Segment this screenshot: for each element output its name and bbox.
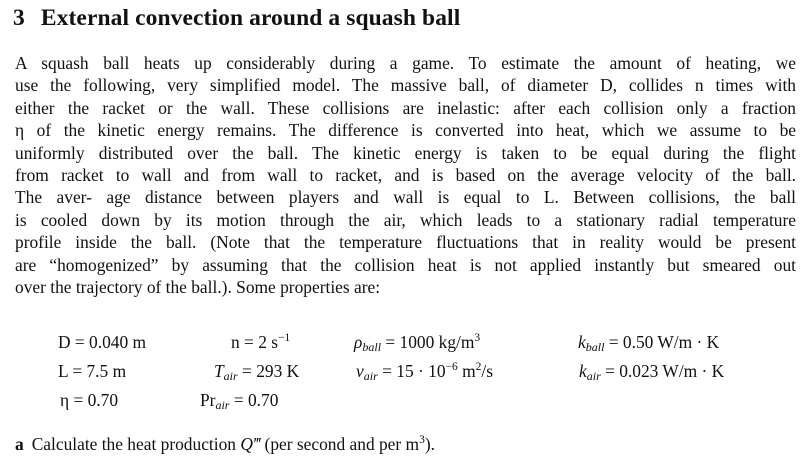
prop-ball-density: $\rho_{ball} = 1000$ $kg/m^3$ xyxy=(354,332,481,354)
problem-paragraph xyxy=(15,52,796,298)
paragraph-line: from racket to wall and from wall to racket, and is based on the average velocity of the ball. xyxy=(15,164,796,185)
section-title: External convection around a squash ball xyxy=(40,5,461,31)
prop-air-viscosity: $\nu_{air} = 15 \cdot 10^{-6}$ $m^2/s$ xyxy=(356,361,494,383)
prop-restitution: η = 0.70 xyxy=(60,390,119,410)
paragraph-line: over the trajectory of the ball.). Some properties are: xyxy=(15,276,381,297)
question-a: a Calculate the heat production Q‴ (per second and per $m^3$). xyxy=(15,434,435,454)
heat-production-symbol: Q‴ xyxy=(240,434,261,454)
prop-air-temperature: $T_{air} = 293$ K xyxy=(214,361,300,383)
paragraph-line: profile inside the ball. (Note that the temperature fluctuations that in reality would be present xyxy=(15,232,796,253)
paragraph-line: are “homogenized” by assuming that the collision heat is not applied instantly but smeared out xyxy=(15,254,796,275)
paragraph-line: The aver- age distance between players and wall is equal to L. Between collisions, the ball xyxy=(15,187,796,208)
prop-collision-rate: n = 2 $s^{-1}$ xyxy=(231,332,291,352)
prop-air-conductivity: $k_{air} = 0.023$ W/m · K xyxy=(579,361,725,383)
section-number: 3 xyxy=(13,5,25,31)
properties-table xyxy=(0,323,810,413)
prop-distance: L = 7.5 m xyxy=(58,361,127,381)
paragraph-line: uniformly distributed over the ball. The kinetic energy is taken to be equal during the flight xyxy=(15,142,796,163)
prop-ball-conductivity: $k_{ball} = 0.50$ W/m · K xyxy=(578,332,720,354)
question-label: a xyxy=(15,434,24,454)
paragraph-line: η of the kinetic energy remains. The difference is converted into heat, which we assume to be xyxy=(15,120,796,141)
prop-prandtl: $Pr_{air} = 0.70$ xyxy=(200,390,279,412)
paragraph-line: use the following, very simplified model. The massive ball, of diameter D, collides n times with xyxy=(15,75,796,96)
section-heading xyxy=(13,5,460,32)
paragraph-line: A squash ball heats up considerably during a game. To estimate the amount of heating, we xyxy=(15,53,796,73)
paragraph-line: either the racket or the wall. These collisions are inelastic: after each collision only a fraction xyxy=(15,97,796,118)
prop-diameter: D = 0.040 m xyxy=(58,332,147,352)
paragraph-line: is cooled down by its motion through the air, which leads to a stationary radial temperature xyxy=(15,209,796,230)
